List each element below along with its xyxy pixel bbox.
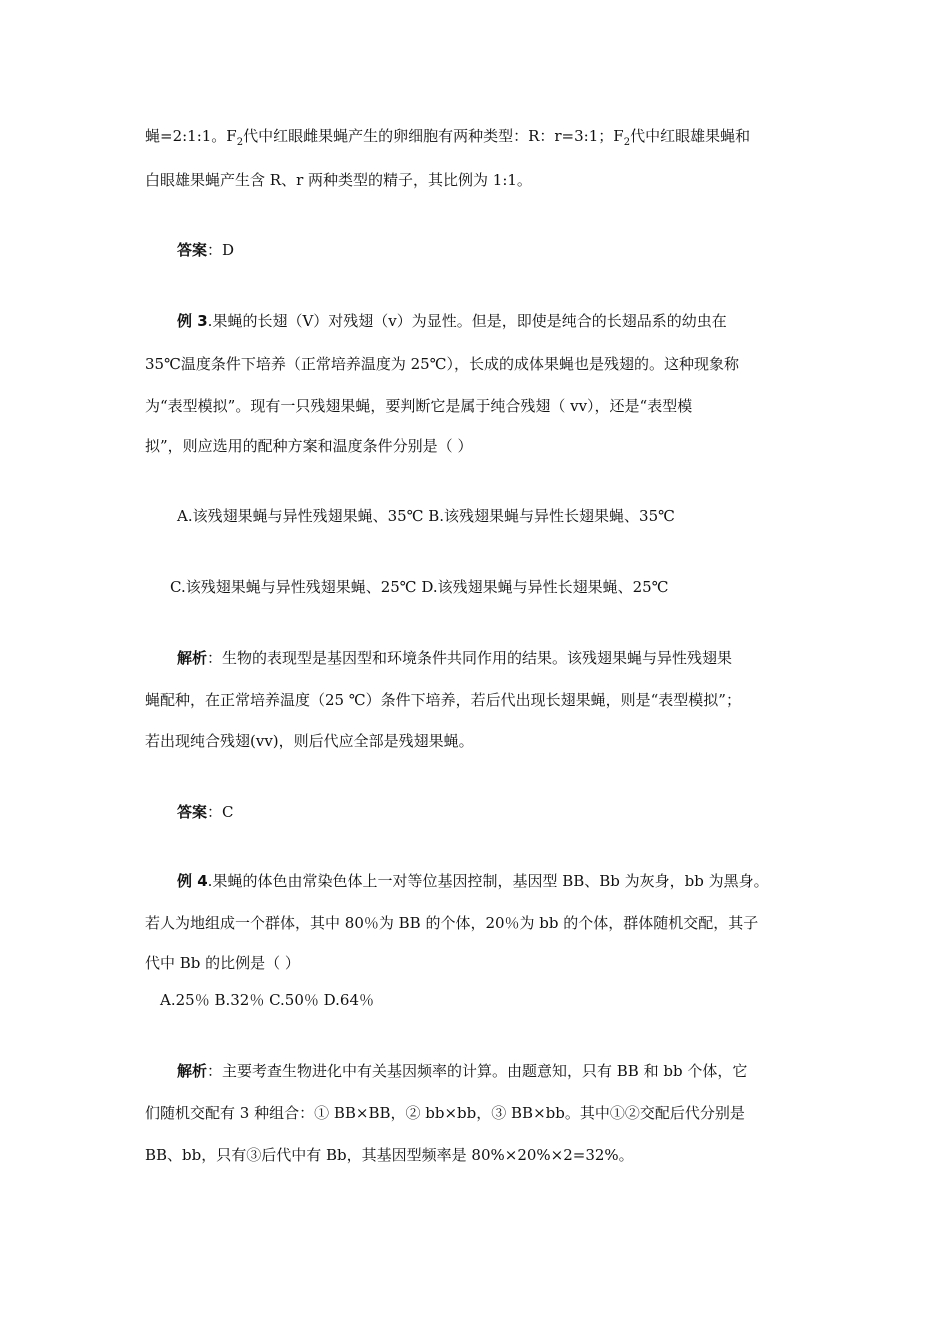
answer3 bbox=[177, 802, 234, 822]
analysis3-line3: 若出现纯合残翅(vv)，则后代应全部是残翅果蝇。 bbox=[145, 732, 474, 750]
example3-options-cd: C.该残翅果蝇与异性残翅果蝇、25℃ D.该残翅果蝇与异性长翅果蝇、25℃ bbox=[170, 578, 669, 596]
para1-text-b: 代中红眼雌果蝇产生的卵细胞有两种类型：R：r=3:1；F bbox=[243, 127, 624, 145]
para1-line2: 白眼雄果蝇产生含 R、r 两种类型的精子，其比例为 1:1。 bbox=[145, 171, 532, 189]
example-label: 例 3 bbox=[177, 312, 208, 330]
analysis3-line1 bbox=[177, 648, 732, 668]
subscript: 2 bbox=[236, 137, 244, 148]
analysis3-text: ：生物的表现型是基因型和环境条件共同作用的结果。该残翅果蝇与异性残翅果 bbox=[207, 649, 733, 667]
answer-label: 答案 bbox=[177, 241, 208, 259]
analysis4-text: ：主要考查生物进化中有关基因频率的计算。由题意知，只有 BB 和 bb 个体，它 bbox=[207, 1062, 748, 1080]
analysis-label: 解析 bbox=[177, 649, 208, 667]
example-label: 例 4 bbox=[177, 872, 208, 890]
example3-line1 bbox=[177, 311, 727, 331]
answer-value: ：D bbox=[207, 241, 235, 259]
example4-line1 bbox=[177, 871, 769, 891]
answer1 bbox=[177, 240, 234, 260]
example3-line2: 35℃温度条件下培养（正常培养温度为 25℃），长成的成体果蝇也是残翅的。这种现象称 bbox=[145, 355, 740, 373]
analysis4-line1 bbox=[177, 1061, 747, 1081]
example3-line3: 为“表型模拟”。现有一只残翅果蝇，要判断它是属于纯合残翅（ vv），还是“表型模 bbox=[145, 397, 693, 415]
example4-text: .果蝇的体色由常染色体上一对等位基因控制，基因型 BB、Bb 为灰身，bb 为黑身。 bbox=[207, 872, 769, 890]
analysis4-line3: BB、bb，只有③后代中有 Bb，其基因型频率是 80%×20%×2=32%。 bbox=[145, 1146, 634, 1164]
analysis-label: 解析 bbox=[177, 1062, 208, 1080]
analysis3-line2: 蝇配种，在正常培养温度（25 ℃）条件下培养，若后代出现长翅果蝇，则是“表型模拟”； bbox=[145, 691, 741, 709]
example4-line3: 代中 Bb 的比例是（ ） bbox=[145, 954, 300, 972]
answer-label: 答案 bbox=[177, 803, 208, 821]
para1-line1 bbox=[145, 126, 750, 146]
subscript: 2 bbox=[623, 137, 631, 148]
para1-text-c: 代中红眼雄果蝇和 bbox=[630, 127, 751, 145]
example4-options: A.25％ B.32％ C.50％ D.64％ bbox=[160, 991, 375, 1009]
para1-text-a: 蝇=2:1:1。F bbox=[145, 127, 237, 145]
example3-options-ab: A.该残翅果蝇与异性残翅果蝇、35℃ B.该残翅果蝇与异性长翅果蝇、35℃ bbox=[177, 507, 675, 525]
example4-line2: 若人为地组成一个群体，其中 80％为 BB 的个体，20％为 bb 的个体，群体随机交配，其子 bbox=[145, 914, 759, 932]
example3-line4: 拟”，则应选用的配种方案和温度条件分别是（ ） bbox=[145, 437, 473, 455]
answer-value: ：C bbox=[207, 803, 234, 821]
example3-text: .果蝇的长翅（V）对残翅（v）为显性。但是，即使是纯合的长翅品系的幼虫在 bbox=[207, 312, 727, 330]
analysis4-line2: 们随机交配有 3 种组合：① BB×BB，② bb×bb，③ BB×bb。其中①②交配后代分别是 bbox=[145, 1104, 745, 1122]
